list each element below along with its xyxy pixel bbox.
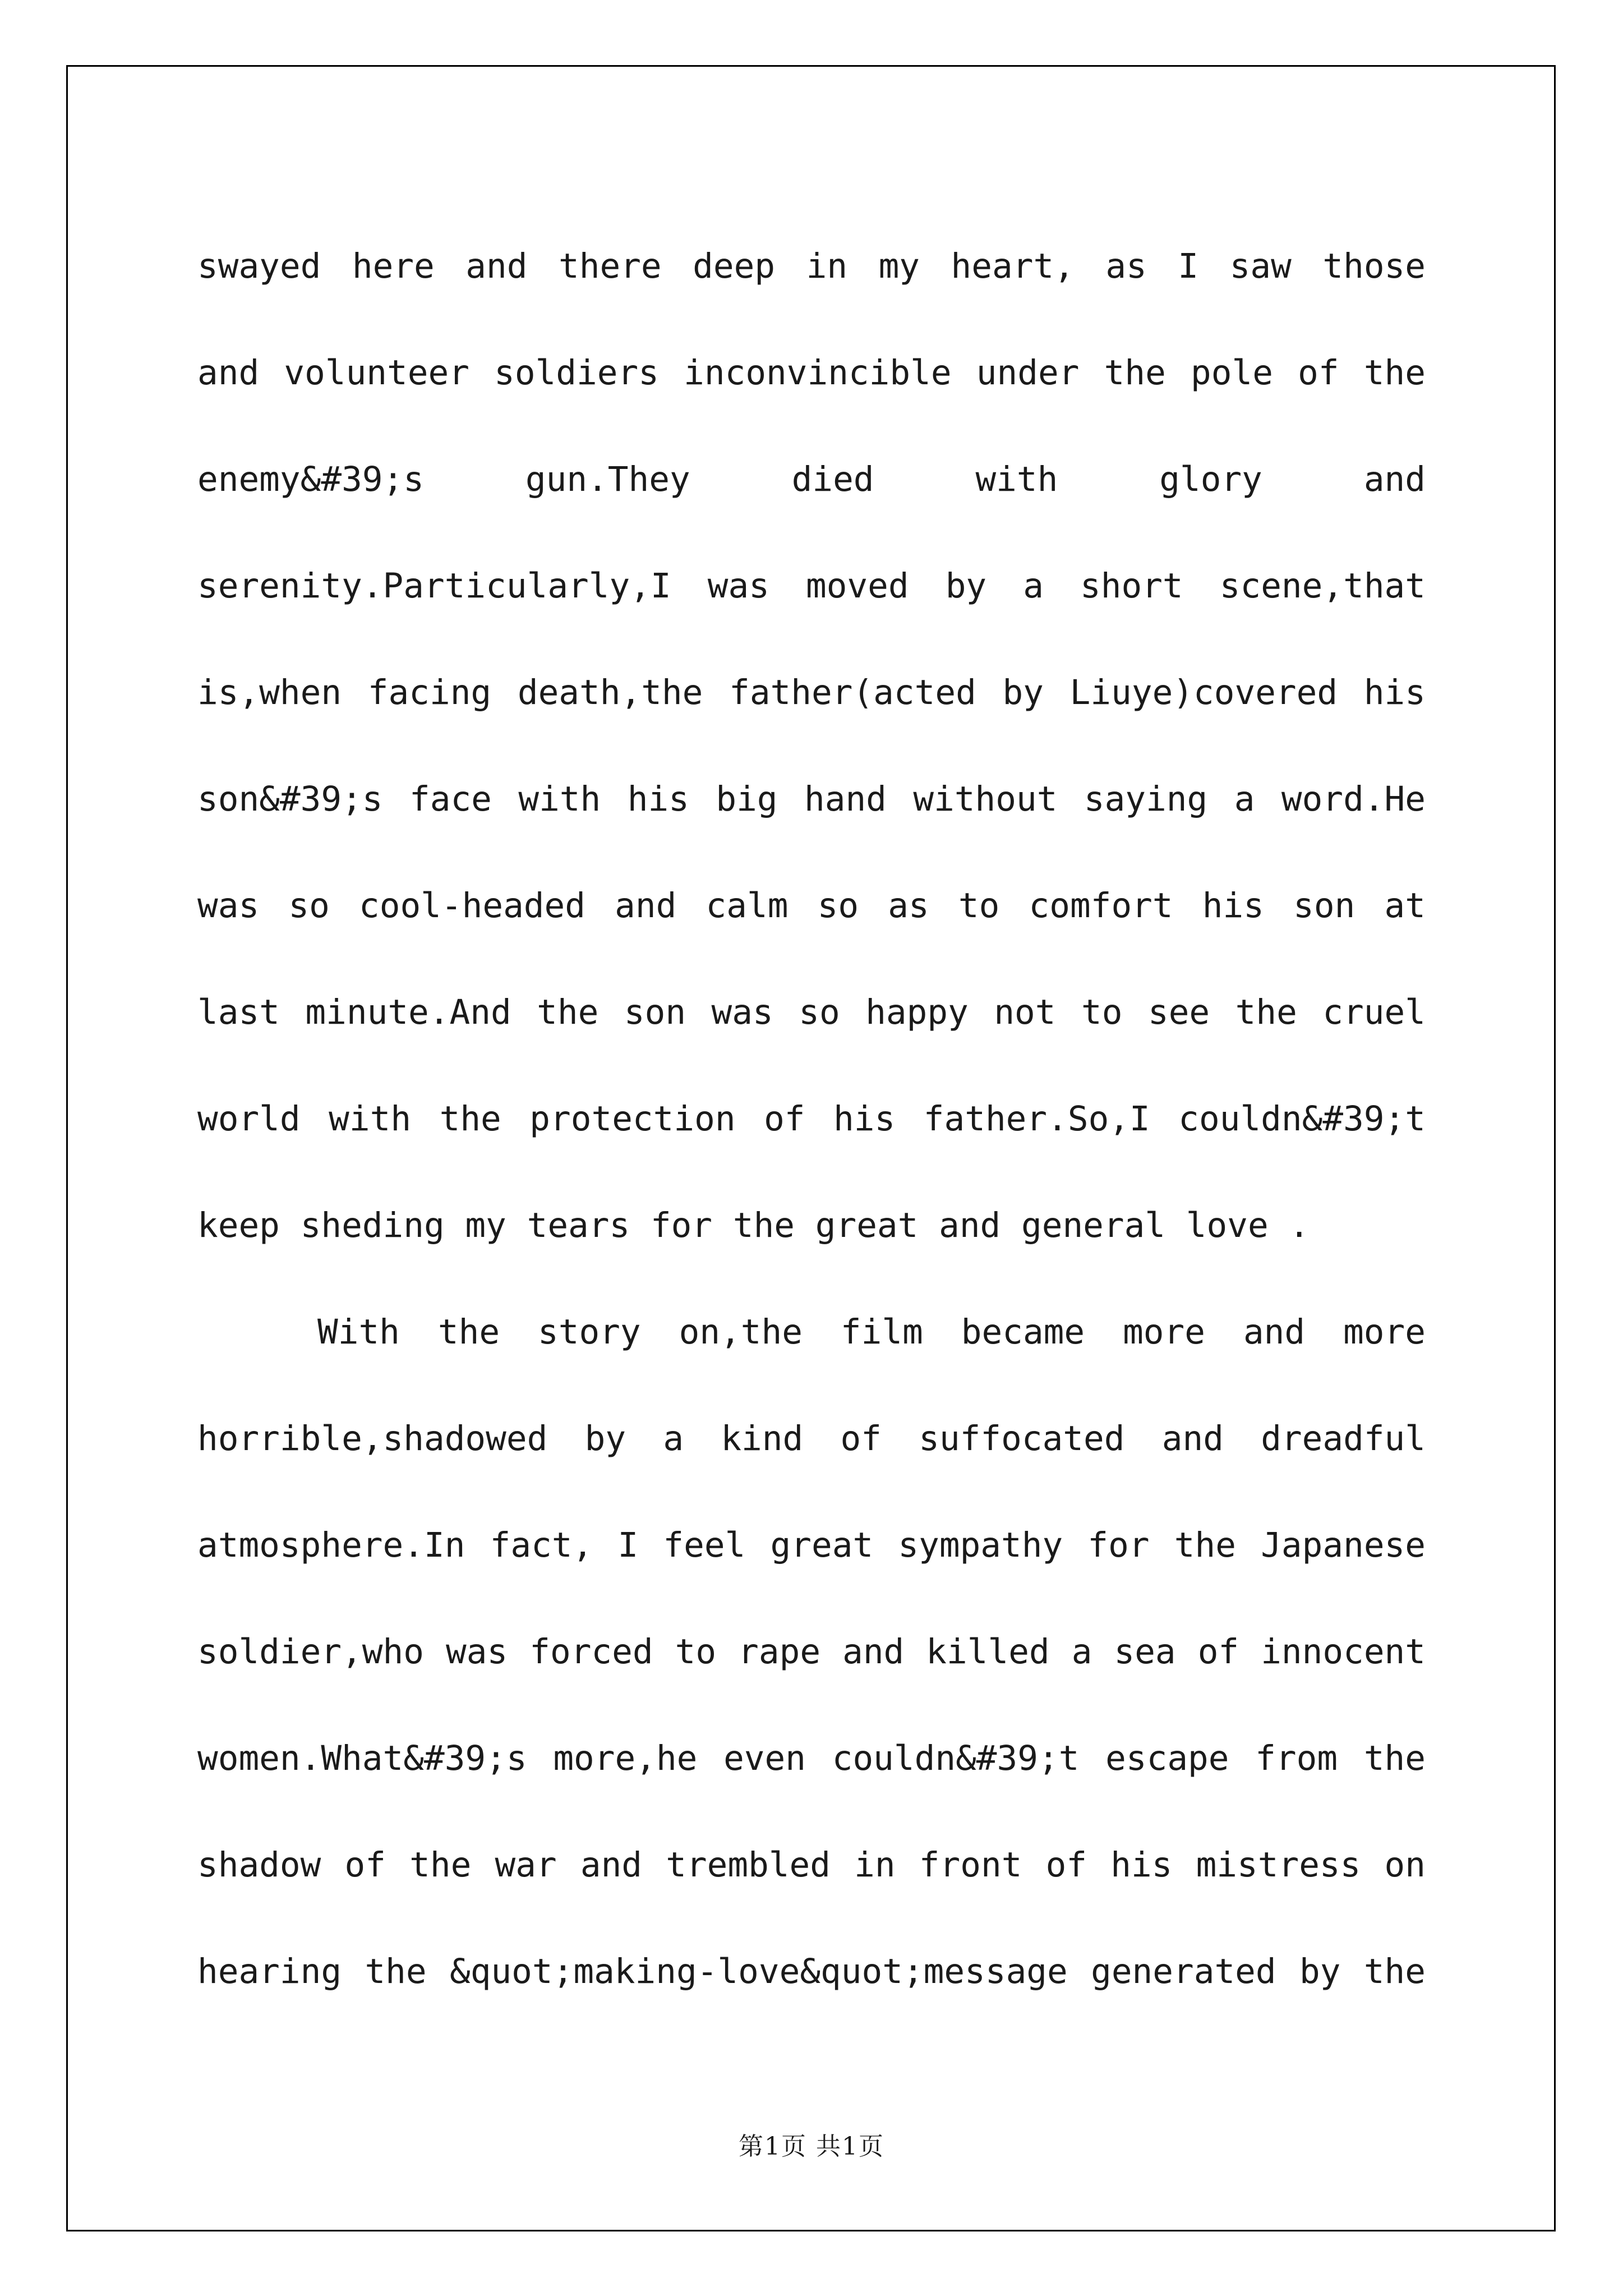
text-line: women.What&#39;s more,he even couldn&#39;t escape from the — [197, 1738, 1426, 1778]
text-line: and volunteer soldiers inconvincible under the pole of the — [197, 353, 1426, 393]
text-line: enemy&#39;s gun.They died with glory and — [197, 459, 1426, 499]
text-line: son&#39;s face with his big hand without saying a word.He — [197, 779, 1426, 819]
text-line: last minute.And the son was so happy not to see the cruel — [197, 992, 1426, 1032]
text-line: is,when facing death,the father(acted by Liuye)covered his — [197, 673, 1426, 712]
text-line: swayed here and there deep in my heart, as I saw those — [197, 246, 1426, 286]
text-line: hearing the &quot;making-love&quot;message generated by the — [197, 1952, 1426, 1991]
text-line: With the story on,the film became more and more — [317, 1312, 1426, 1352]
text-line: keep sheding my tears for the great and general love . — [197, 1205, 1310, 1245]
text-line: soldier,who was forced to rape and killed a sea of innocent — [197, 1632, 1426, 1672]
text-line: shadow of the war and trembled in front of his mistress on — [197, 1845, 1426, 1885]
text-line: serenity.Particularly,I was moved by a short scene,that — [197, 566, 1426, 606]
text-line: was so cool-headed and calm so as to comfort his son at — [197, 886, 1426, 926]
text-line: world with the protection of his father.So,I couldn&#39;t — [197, 1099, 1426, 1139]
text-line: horrible,shadowed by a kind of suffocated and dreadful — [197, 1419, 1426, 1458]
page-number-footer: 第1页 共1页 — [739, 2132, 884, 2161]
document-body — [197, 213, 1426, 2025]
text-line: atmosphere.In fact, I feel great sympathy for the Japanese — [197, 1525, 1426, 1565]
